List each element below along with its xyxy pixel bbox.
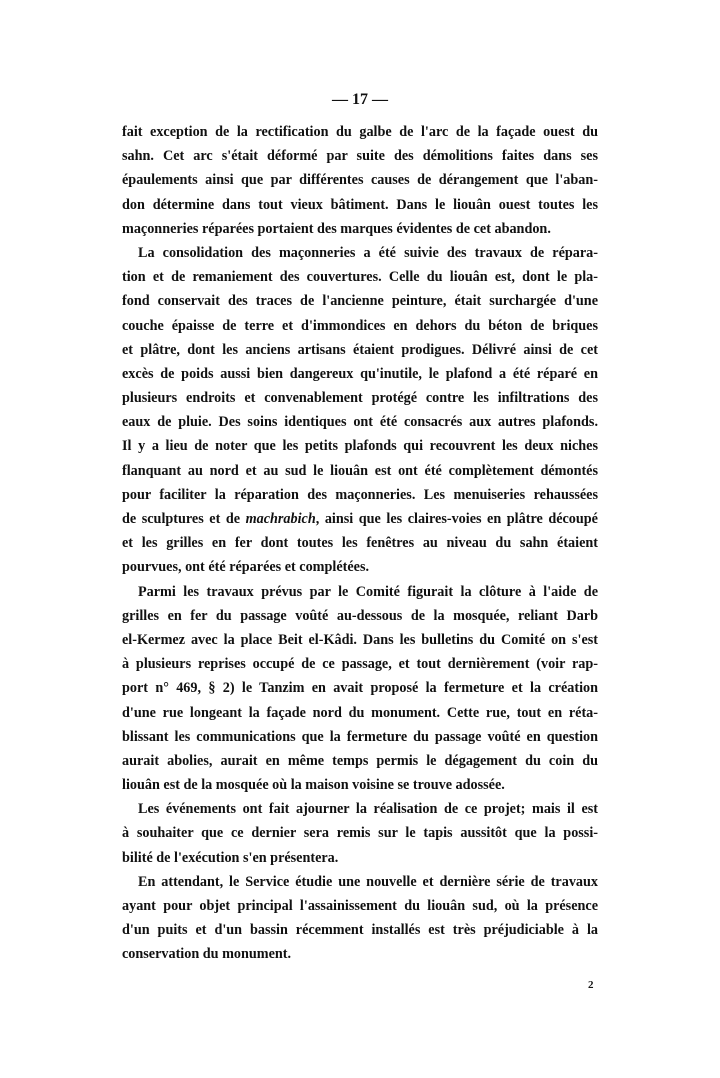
text-line: excès de poids aussi bien dangereux qu'inutile, le plafond a été réparé en — [122, 365, 598, 382]
text-line: à plusieurs reprises occupé de ce passage, et tout dernièrement (voir rap- — [122, 656, 598, 673]
text-line: et plâtre, dont les anciens artisans étaient prodigues. Délivré ainsi de cet — [122, 341, 598, 358]
text-line: maçonneries réparées portaient des marques évidentes de cet abandon. — [122, 220, 551, 237]
text-line: blissant les communications que la fermeture du passage voûté en question — [122, 728, 598, 745]
text-line: et les grilles en fer dont toutes les fenêtres au niveau du sahn étaient — [122, 535, 598, 552]
text-line: pourvues, ont été réparées et complétées. — [122, 559, 370, 576]
text-line: d'une rue longeant la façade nord du monument. Cette rue, tout en réta- — [122, 704, 598, 721]
page-number: — 17 — — [332, 91, 388, 108]
text-line: à souhaiter que ce dernier sera remis sur le tapis aussitôt que la possi- — [122, 825, 598, 842]
italic-term: machrabich — [245, 511, 316, 527]
text-line: La consolidation des maçonneries a été suivie des travaux de répara- — [138, 244, 598, 261]
text-line: conservation du monument. — [122, 946, 292, 963]
text-line: fait exception de la rectification du galbe de l'arc de la façade ouest du — [122, 124, 598, 140]
text-line: eaux de pluie. Des soins identiques ont été consacrés aux autres plafonds. — [122, 414, 598, 431]
text-line: bilité de l'exécution s'en présentera. — [122, 849, 339, 866]
text-line: de sculptures et de machrabich, ainsi que les claires-voies en plâtre découpé — [122, 511, 598, 527]
text-line: liouân est de la mosquée où la maison voisine se trouve adossée. — [122, 777, 505, 794]
text-line: ayant pour objet principal l'assainissement du liouân sud, où la présence — [122, 898, 598, 914]
body-text — [122, 120, 598, 967]
text-line: épaulements ainsi que par différentes causes de dérangement que l'aban- — [122, 172, 598, 189]
text-line: pour faciliter la réparation des maçonneries. Les menuiseries rehaussées — [122, 486, 598, 503]
signature-mark: 2 — [588, 979, 594, 991]
text-line: couche épaisse de terre et d'immondices en dehors du béton de briques — [122, 317, 598, 334]
text-line: En attendant, le Service étudie une nouvelle et dernière série de travaux — [138, 873, 598, 890]
text-line: aurait abolies, aurait en même temps permis le dégagement du coin du — [122, 752, 598, 769]
text-line: Il y a lieu de noter que les petits plafonds qui recouvrent les deux niches — [122, 438, 598, 455]
text-line: plusieurs endroits et convenablement protégé contre les infiltrations des — [122, 390, 598, 407]
text-line: flanquant au nord et au sud le liouân est ont été complètement démontés — [122, 462, 598, 479]
text-line: tion et de remaniement des couvertures. Celle du liouân est, dont le pla- — [122, 269, 598, 286]
text-line: grilles en fer du passage voûté au-dessous de la mosquée, reliant Darb — [122, 607, 598, 624]
text-line: sahn. Cet arc s'était déformé par suite des démolitions faites dans ses — [122, 148, 598, 165]
text-line: d'un puits et d'un bassin récemment installés est très préjudiciable à la — [122, 922, 598, 939]
text-line: el-Kermez avec la place Beit el-Kâdi. Dans les bulletins du Comité on s'est — [122, 631, 598, 648]
text-line: don détermine dans tout vieux bâtiment. Dans le liouân ouest toutes les — [122, 196, 598, 213]
text-line: port n° 469, § 2) le Tanzim en avait proposé la fermeture et la création — [122, 680, 598, 697]
text-line: Les événements ont fait ajourner la réalisation de ce projet; mais il est — [138, 801, 598, 818]
text-line: fond conservait des traces de l'ancienne peinture, était surchargée d'une — [122, 293, 598, 310]
text-line: Parmi les travaux prévus par le Comité figurait la clôture à l'aide de — [138, 583, 598, 600]
